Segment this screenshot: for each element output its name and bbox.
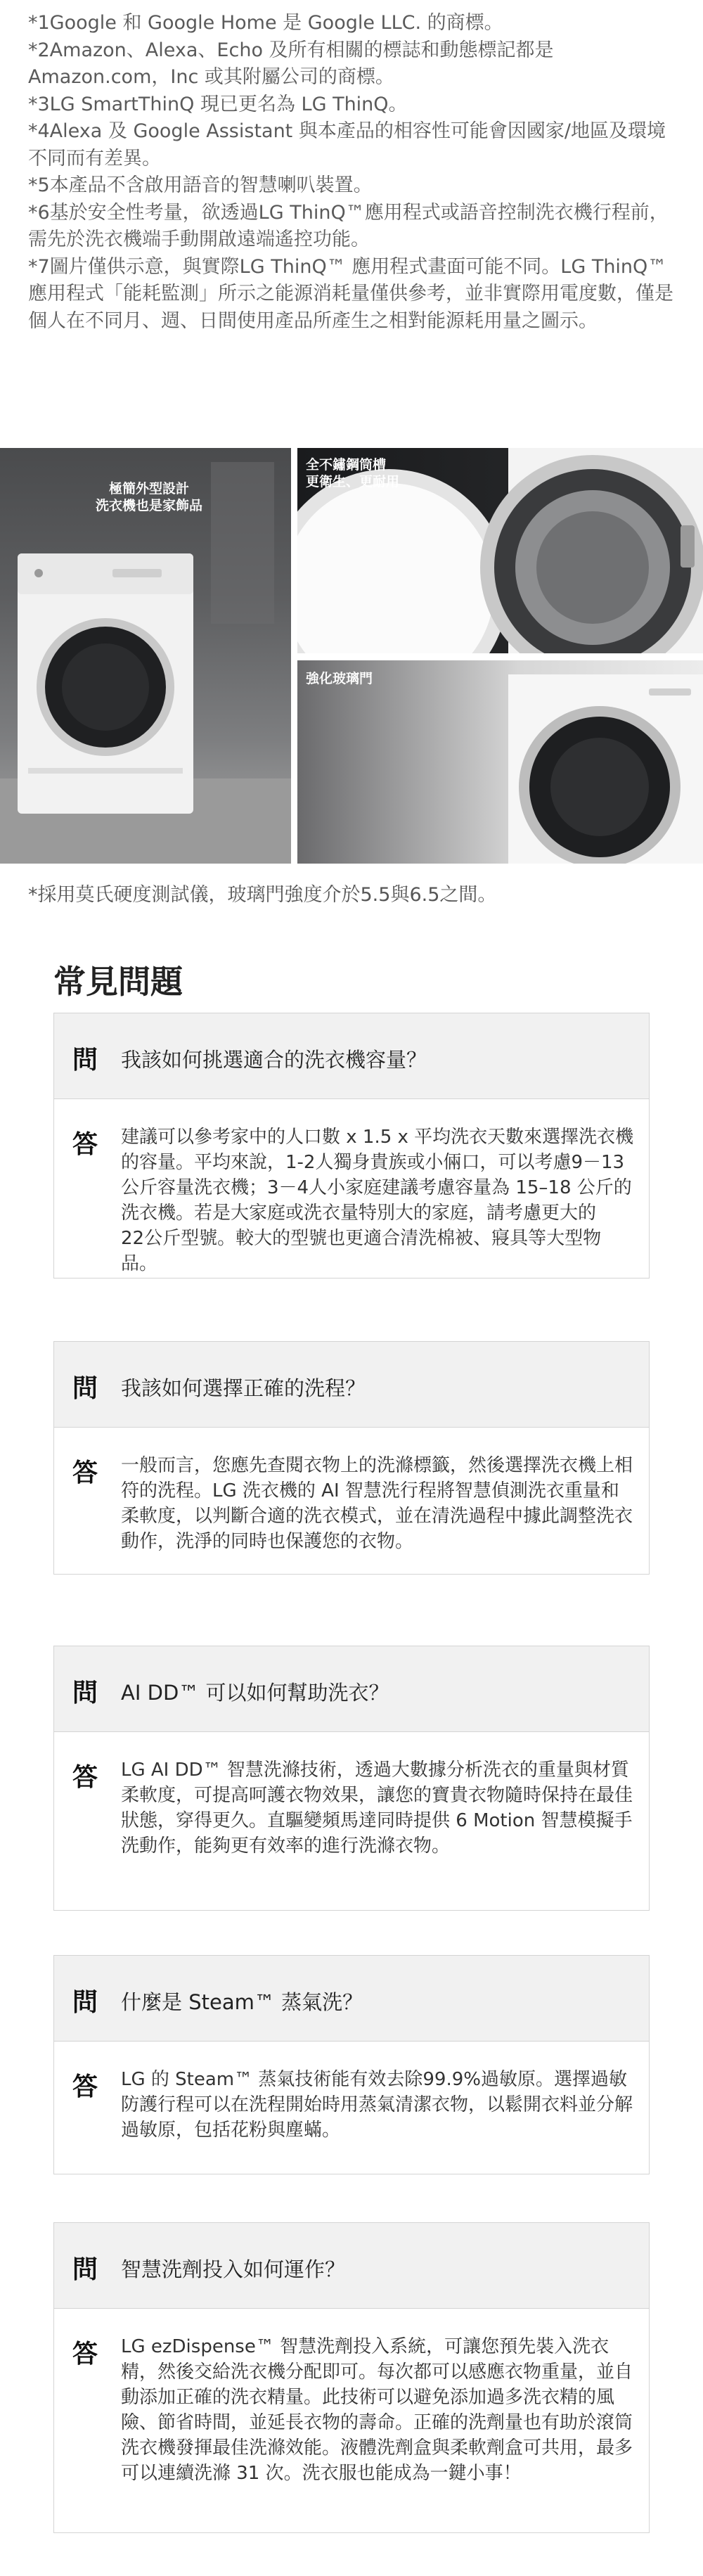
faq-question-5: 智慧洗劑投入如何運作？ — [121, 2257, 346, 2281]
bottom-right-photo-caption: 強化玻璃門 — [306, 671, 373, 686]
answer-mark-label: 答 — [72, 2072, 98, 2101]
faq-answer-1: 建議可以參考家中的人口數 x 1.5 x 平均洗衣天數來選擇洗衣機的容量。平均來說，1-2人獨身貴族或小倆口，可以考慮9－13公斤容量洗衣機；3－4人小家庭建議考慮容量為 15–18 公斤的洗衣機。若是大家庭或洗衣量特別大的家庭，請考慮更大的 22公斤型號。較大的型號也更適合清洗棉被、寢具等大型物品。 — [121, 1127, 634, 1274]
faq-item — [53, 1955, 650, 2174]
faq-question-row — [54, 1646, 649, 1732]
top-right-photo-caption — [306, 456, 399, 490]
question-mark-label: 問 — [72, 1046, 98, 1075]
note-3: *3LG SmartThinQ 現已更名為 LG ThinQ。 — [28, 93, 408, 115]
faq-item — [53, 1646, 650, 1911]
faq-question-row — [54, 1956, 649, 2042]
question-mark-label: 問 — [72, 1988, 98, 2017]
answer-mark-label: 答 — [72, 1459, 98, 1487]
question-mark-label: 問 — [72, 2255, 98, 2284]
note-5: *5本產品不含啟用語音的智慧喇叭裝置。 — [28, 174, 373, 196]
faq-title: 常見問題 — [53, 963, 183, 1001]
note-1: *1Google 和 Google Home 是 Google LLC. 的商標。 — [28, 12, 503, 34]
faq-item — [53, 1341, 650, 1575]
answer-mark-label: 答 — [72, 1130, 98, 1159]
faq-item — [53, 2222, 650, 2533]
disclaimer-notes — [28, 10, 675, 335]
faq-question-row — [54, 1013, 649, 1099]
faq-answer-4: LG 的 Steam™ 蒸氣技術能有效去除99.9%過敏原。選擇過敏防護行程可以在洗程開始時用蒸氣清潔衣物，以鬆開衣料並分解過敏原，包括花粉與塵蟎。 — [121, 2069, 633, 2141]
left-caption-line-1: 極簡外型設計 — [108, 481, 189, 496]
product-photo-collage — [0, 448, 703, 864]
answer-mark-label: 答 — [72, 2340, 98, 2369]
faq-item — [53, 1013, 650, 1279]
faq-answer-3: LG AI DD™ 智慧洗滌技術，透過大數據分析洗衣的重量與材質柔軟度，可提高呵護衣物效果，讓您的寶貴衣物隨時保持在最佳狀態，穿得更久。直驅變頻馬達同時提供 6 Motion 智慧模擬手洗動作，能夠更有效率的進行洗滌衣物。 — [121, 1760, 633, 1857]
left-photo-caption — [51, 480, 247, 514]
faq-question-3: AI DD™ 可以如何幫助洗衣？ — [121, 1681, 389, 1705]
top-right-caption-line-1: 全不鏽鋼筒槽 — [306, 457, 387, 473]
note-6: *6基於安全性考量，欲透過LG ThinQ™應用程式或語音控制洗衣機行程前，需先於洗衣機端手動開啟遠端遙控功能。 — [28, 201, 669, 250]
question-mark-label: 問 — [72, 1679, 98, 1707]
left-caption-line-2: 洗衣機也是家飾品 — [95, 498, 202, 513]
note-7: *7圖片僅供示意，與實際LG ThinQ™ 應用程式畫面可能不同。LG ThinQ™ 應用程式「能耗監測」所示之能源消耗量僅供參考，並非實際用電度數，僅是個人在不同月、週、日間使用產品所產生之相對能源耗用量之圖示。 — [28, 255, 673, 332]
note-2: *2Amazon、Alexa、Echo 及所有相關的標誌和動態標記都是 Amazon.com，Inc 或其附屬公司的商標。 — [28, 39, 554, 88]
note-4: *4Alexa 及 Google Assistant 與本產品的相容性可能會因國家/地區及環境不同而有差異。 — [28, 120, 666, 169]
faq-answer-2: 一般而言，您應先查閱衣物上的洗滌標籤，然後選擇洗衣機上相符的洗程。LG 洗衣機的 AI 智慧洗行程將智慧偵測洗衣重量和柔軟度，以判斷合適的洗衣模式，並在清洗過程中據此調整洗衣動作，洗淨的同時也保護您的衣物。 — [121, 1455, 633, 1552]
faq-question-4: 什麼是 Steam™ 蒸氣洗？ — [121, 1990, 363, 2014]
drum-closeup-photo — [297, 448, 703, 653]
glass-door-photo — [297, 660, 703, 864]
faq-answer-5: LG ezDispense™ 智慧洗劑投入系統，可讓您預先裝入洗衣精，然後交給洗衣機分配即可。每次都可以感應衣物重量，並自動添加正確的洗衣精量。此技術可以避免添加過多洗衣精的風險、節省時間，並延長衣物的壽命。正確的洗劑量也有助於滾筒洗衣機發揮最佳洗滌效能。液體洗劑盒與柔軟劑盒可共用，最多可以連續洗滌 31 次。洗衣服也能成為一鍵小事！ — [121, 2336, 633, 2484]
answer-mark-label: 答 — [72, 1763, 98, 1792]
glass-door-illustration — [297, 660, 703, 864]
faq-question-row — [54, 1342, 649, 1428]
question-mark-label: 問 — [72, 1374, 98, 1403]
faq-question-2: 我該如何選擇正確的洗程？ — [121, 1376, 366, 1400]
faq-question-1: 我該如何挑選適合的洗衣機容量？ — [121, 1048, 427, 1072]
top-right-caption-line-2: 更衛生、更耐用 — [306, 474, 400, 489]
faq-question-row — [54, 2223, 649, 2309]
glass-hardness-footnote: *採用莫氏硬度測試儀，玻璃門強度介於5.5與6.5之間。 — [28, 884, 497, 906]
washer-front-photo — [0, 448, 291, 864]
